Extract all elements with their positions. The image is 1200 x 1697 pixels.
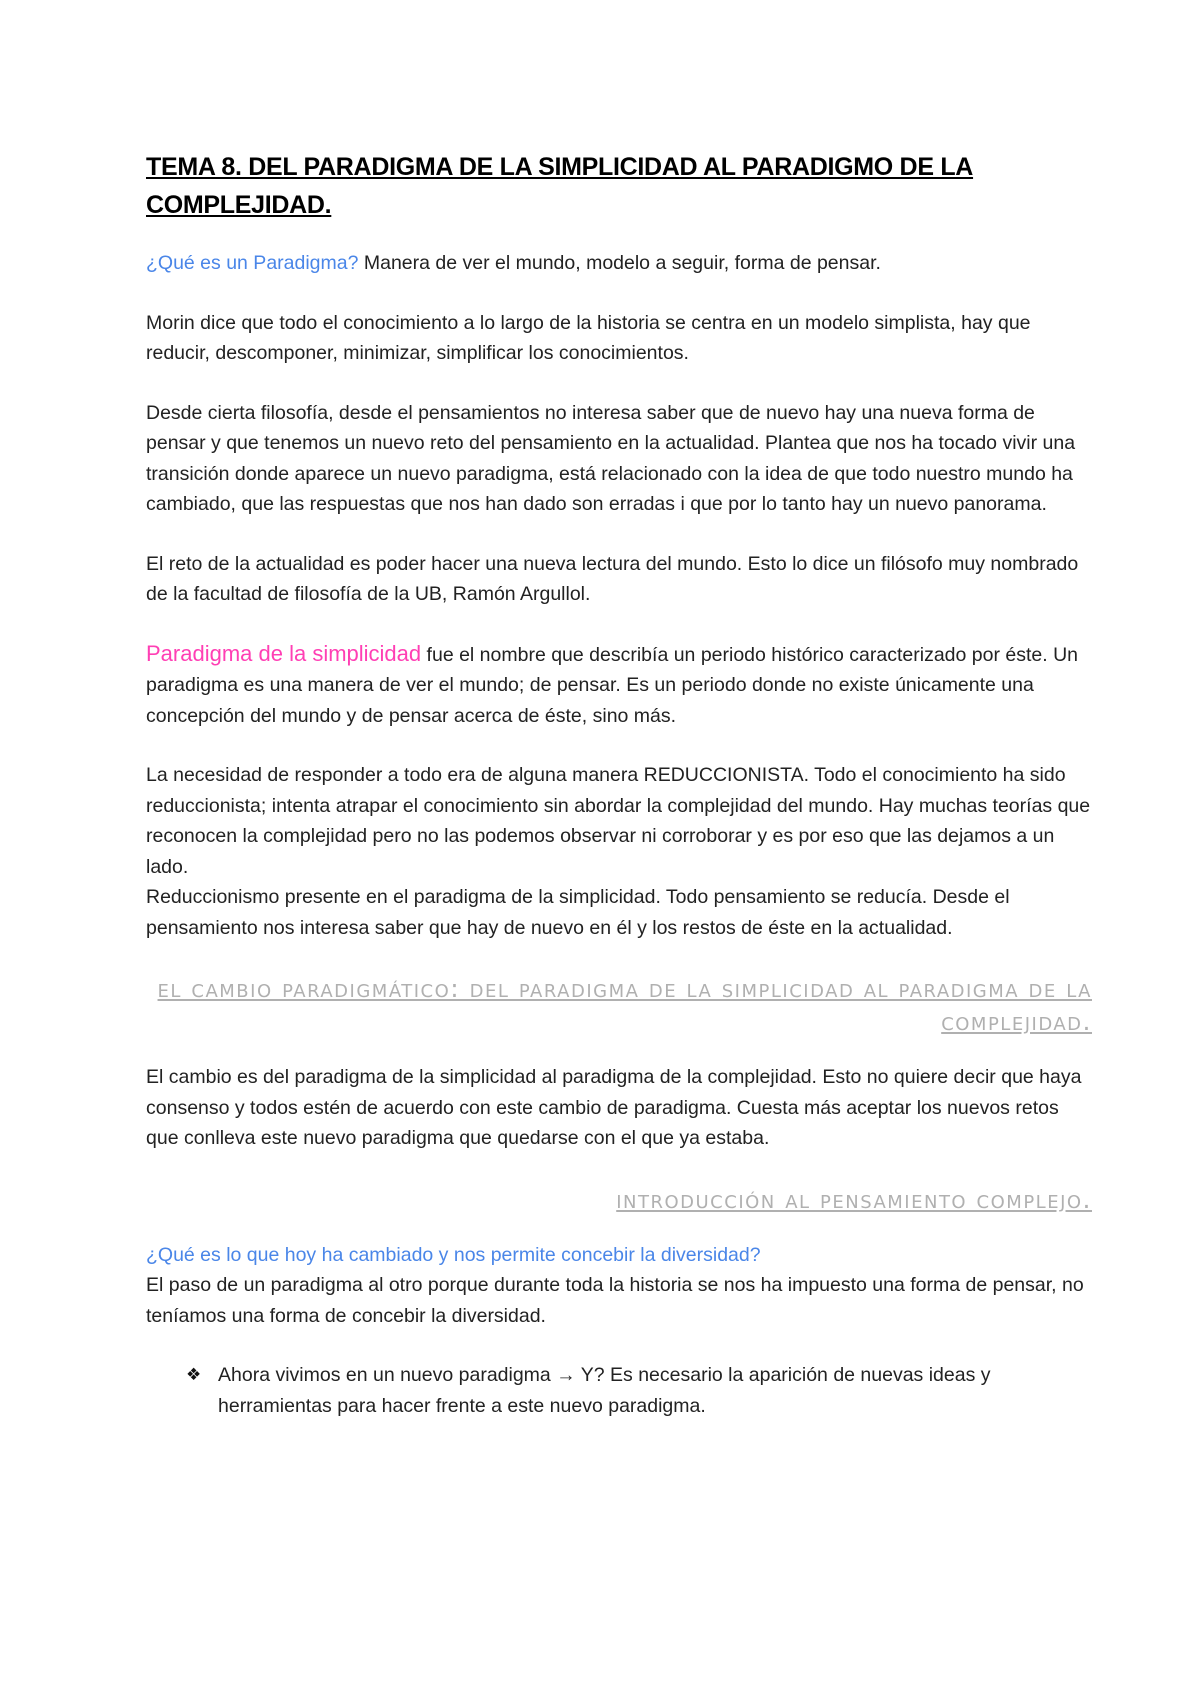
- diamond-bullet-icon: ❖: [186, 1365, 202, 1384]
- paragraph-cambio: El cambio es del paradigma de la simplicidad al paradigma de la complejidad. Esto no quiere decir que haya consenso y todos estén de acuerdo con este cambio de paradigma. Cuesta más aceptar los nuevos retos que conlleva este nuevo paradigma que quedarse con el que ya estaba.: [146, 1066, 1082, 1149]
- paragraph-morin: Morin dice que todo el conocimiento a lo largo de la historia se centra en un modelo simplista, hay que reducir, descomponer, minimizar, simplificar los conocimientos.: [146, 311, 1031, 364]
- paragraph-reto: El reto de la actualidad es poder hacer una nueva lectura del mundo. Esto lo dice un filósofo muy nombrado de la facultad de filosofía de la UB, Ramón Argullol.: [146, 552, 1079, 605]
- paragraph-paso: El paso de un paradigma al otro porque durante toda la historia se nos ha impuesto una forma de pensar, no teníamos una forma de concebir la diversidad.: [146, 1274, 1084, 1327]
- paradigm-question: ¿Qué es un Paradigma?: [146, 252, 359, 274]
- paradigm-definition: [146, 248, 1095, 279]
- paragraph-necesidad: La necesidad de responder a todo era de alguna manera REDUCCIONISTA. Todo el conocimiento ha sido reduccionista; intenta atrapar el conocimiento sin abordar la complejidad del mundo. Hay muchas teorías que reconocen la complejidad pero no las podemos observar ni corroborar y es por eso que las dejamos a un lado.: [146, 764, 1091, 878]
- paragraph-simplicidad: [146, 639, 1095, 732]
- simplicidad-description: fue el nombre que describía un periodo histórico caracterizado por éste. Un paradigma es una manera de ver el mundo; de pensar. Es un periodo donde no existe únicamente una concepción del mundo y de pensar acerca de éste, sino más.: [146, 643, 1079, 727]
- paragraph-filosofia: Desde cierta filosofía, desde el pensamientos no interesa saber que de nuevo hay una nueva forma de pensar y que tenemos un nuevo reto del pensamiento en la actualidad. Plantea que nos ha tocado vivir una transición donde aparece un nuevo paradigma, está relacionado con la idea de que todo nuestro mundo ha cambiado, que las respuestas que nos han dado son erradas i que por lo tanto hay un nuevo panorama.: [146, 401, 1076, 515]
- paradigm-answer: Manera de ver el mundo, modelo a seguir, forma de pensar.: [358, 252, 881, 274]
- paragraph-reduccionismo: Reduccionismo presente en el paradigma de la simplicidad. Todo pensamiento se reducía. Desde el pensamiento nos interesa saber que hay de nuevo en él y los restos de éste en la actualidad.: [146, 886, 1010, 939]
- page-title: TEMA 8. DEL PARADIGMA DE LA SIMPLICIDAD AL PARADIGMO DE LA COMPLEJIDAD.: [146, 153, 974, 219]
- heading-cambio-paradigmatico: el cambio paradigmático: del paradigma de la simplicidad al paradigma de la complejidad.: [157, 974, 1092, 1036]
- heading-introduccion: introducción al pensamiento complejo.: [616, 1184, 1092, 1214]
- list-item-text: Ahora vivimos en un nuevo paradigma → Y? Es necesario la aparición de nuevas ideas y herramientas para hacer frente a este nuevo paradigma.: [218, 1364, 991, 1417]
- bullet-list: [146, 1360, 1095, 1421]
- question-diversidad: ¿Qué es lo que hoy ha cambiado y nos permite concebir la diversidad?: [146, 1243, 761, 1266]
- simplicidad-term: Paradigma de la simplicidad: [146, 640, 422, 666]
- list-item: [186, 1360, 1095, 1421]
